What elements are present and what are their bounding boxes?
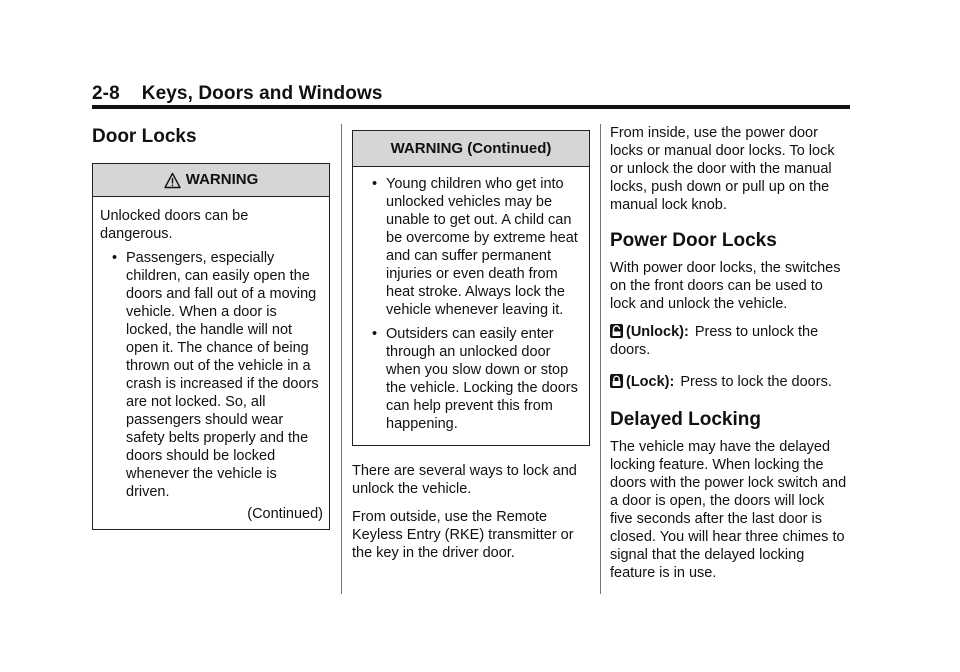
paragraph: With power door locks, the switches on the front doors can be used to lock and unlock the vehicle. <box>610 260 841 312</box>
page-header <box>92 83 382 105</box>
unlock-icon <box>610 324 623 338</box>
bullet-icon: • <box>372 326 378 342</box>
lock-icon <box>610 374 623 388</box>
section-title-door-locks: Door Locks <box>92 126 197 147</box>
column-divider <box>341 124 342 594</box>
warning-box <box>92 163 330 530</box>
warning-bullets <box>100 249 323 501</box>
paragraph: The vehicle may have the delayed locking feature. When locking the doors with the power lock switch and a door is open, the doors will lock five seconds after the last door is closed. You will hear three chimes to signal that the delayed locking feature is in use. <box>610 439 847 581</box>
chapter-title: Keys, Doors and Windows <box>141 83 383 104</box>
paragraph: From outside, use the Remote Keyless Entry (RKE) transmitter or the key in the driver door. <box>352 509 574 561</box>
list-item: • Outsiders can easily enter through an unlocked door when you slow down or stop the vehicle. Locking the doors can help prevent this from happening. <box>372 326 578 432</box>
bullet-icon: • <box>372 176 378 192</box>
column-2 <box>352 124 590 572</box>
column-1 <box>92 124 330 530</box>
continued-label: (Continued) <box>247 506 323 522</box>
warning-intro: Unlocked doors can be dangerous. <box>100 208 249 242</box>
warning-body <box>93 197 329 529</box>
paragraph: There are several ways to lock and unlock the vehicle. <box>352 463 577 497</box>
warning-heading: WARNING (Continued) <box>353 131 589 167</box>
section-title-delayed-locking: Delayed Locking <box>610 409 761 430</box>
warning-heading: WARNING <box>93 164 329 197</box>
warning-box-continued <box>352 130 590 446</box>
unlock-instruction: (Unlock): Press to unlock the doors. <box>610 324 819 358</box>
page-number: 2-8 <box>92 83 120 104</box>
warning-triangle-icon <box>164 172 181 189</box>
bullet-icon: • <box>112 250 118 266</box>
section-title-power-door-locks: Power Door Locks <box>610 230 777 251</box>
list-item: • Young children who get into unlocked vehicles may be unable to get out. A child can be overcome by extreme heat and can suffer permanent injuries or even death from heat stroke. Always lock the vehicle whenever leaving it. <box>372 176 578 318</box>
column-divider <box>600 124 601 594</box>
paragraph: From inside, use the power door locks or manual door locks. To lock or unlock the door with the manual locks, push down or pull up on the manual lock knob. <box>610 125 835 213</box>
header-rule <box>92 105 850 109</box>
column-3 <box>610 124 850 592</box>
warning-bullets <box>360 175 583 433</box>
lock-instruction: (Lock): Press to lock the doors. <box>610 373 850 391</box>
list-item: • Passengers, especially children, can easily open the doors and fall out of a moving vehicle. When a door is locked, the handle will not open it. The chance of being thrown out of the vehicle in a crash is increased if the doors are not locked. So, all passengers should wear safety belts properly and the doors should be locked whenever the vehicle is driven. <box>112 250 319 500</box>
warning-body <box>353 167 589 445</box>
